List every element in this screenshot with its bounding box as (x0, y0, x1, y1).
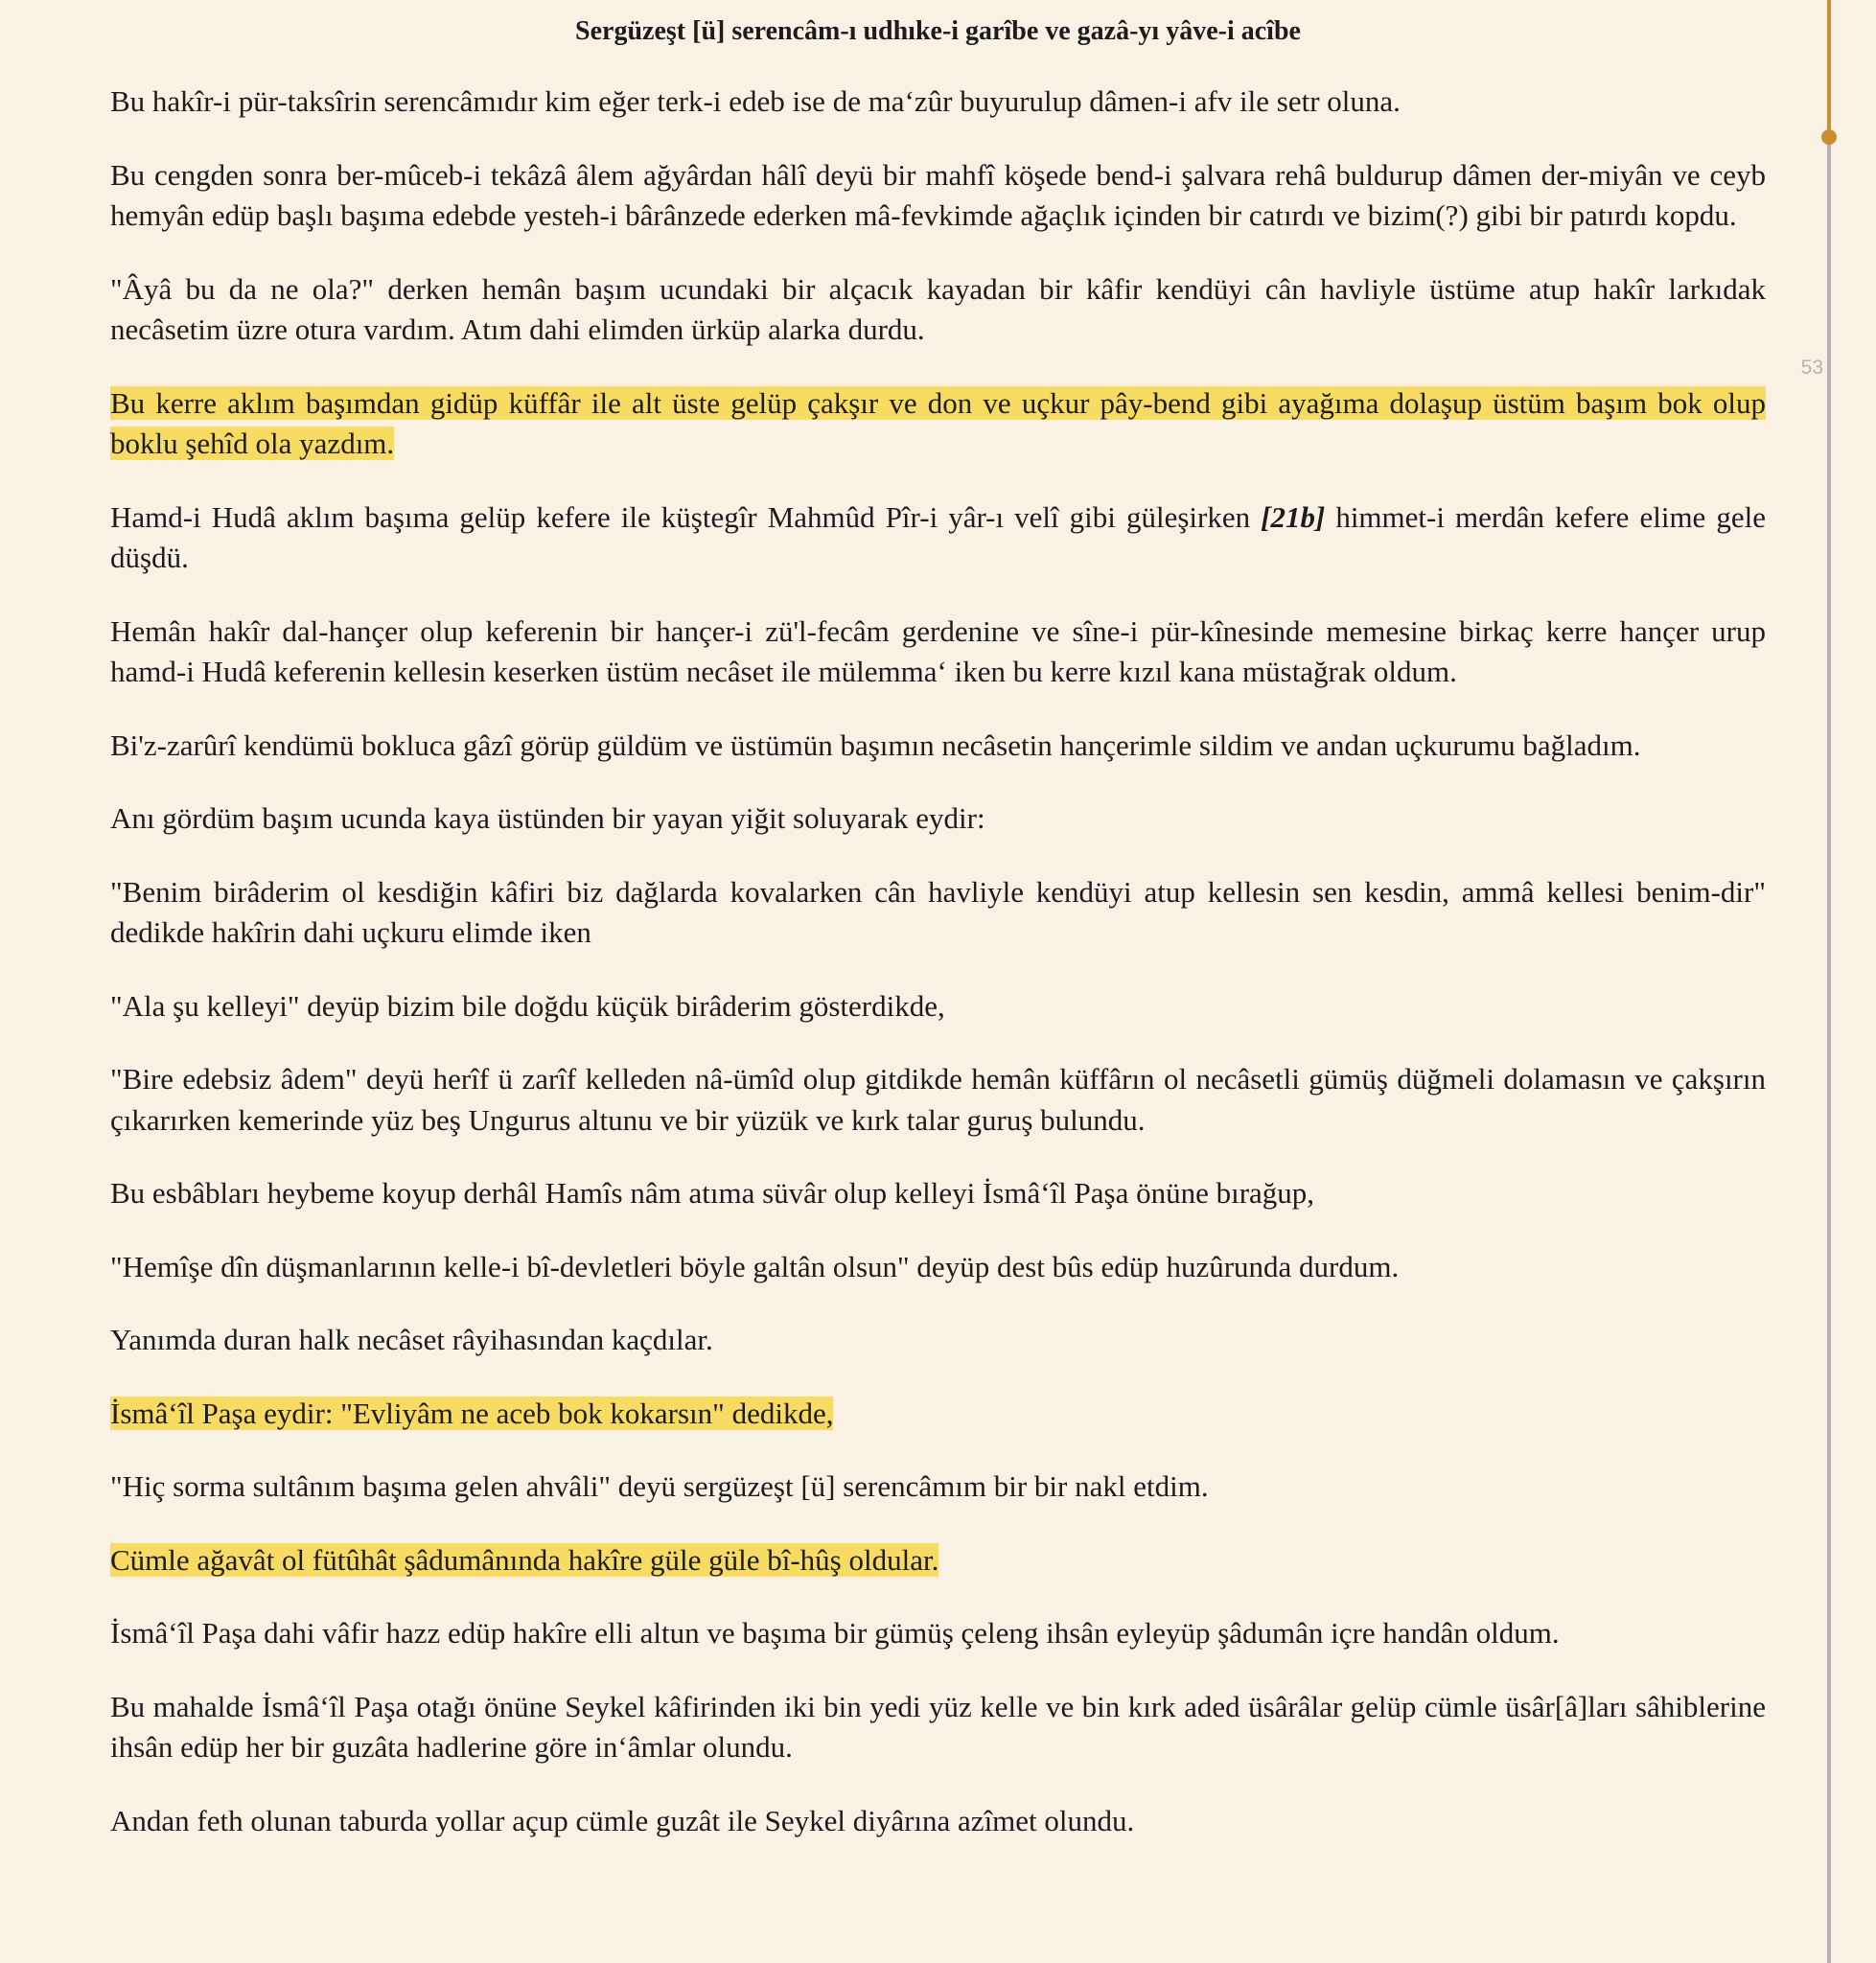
paragraph[interactable]: Bu esbâbları heybeme koyup derhâl Hamîs nâm atıma süvâr olup kelleyi İsmâ‘îl Paşa önüne bırağup, (110, 1176, 1315, 1210)
paragraph[interactable]: İsmâ‘îl Paşa dahi vâfir hazz edüp hakîre elli altun ve başıma bir gümüş çeleng ihsân eyleyüp şâdumân içre handân oldum. (110, 1616, 1560, 1650)
paragraph[interactable] (110, 497, 1766, 579)
paragraph[interactable]: "Hemîşe dîn düşmanlarının kelle-i bî-devletleri böyle galtân olsun" deyüp dest bûs edüp huzûrunda durdum. (110, 1249, 1400, 1283)
highlighted-passage[interactable]: Cümle ağavât ol fütûhât şâdumânında hakîre güle güle bî-hûş oldular. (110, 1542, 939, 1577)
paragraph[interactable]: Bi'z-zarûrî kendümü bokluca gâzî görüp güldüm ve üstümün başımın necâsetin hançerimle sildim ve andan uçkurumu bağladım. (110, 727, 1641, 762)
page-number: 53 (1800, 357, 1823, 379)
paragraph[interactable]: Hemân hakîr dal-hançer olup keferenin bir hançer-i zü'l-fecâm gerdenine ve sîne-i pür-kînesinde memesine birkaç kerre hançer urup hamd-i Hudâ keferenin kellesin keserken üstüm necâset ile mülemma‘ iken bu kerre kızıl kana müstağrak oldum. (110, 613, 1766, 688)
paragraph[interactable]: "Benim birâderim ol kesdiğin kâfiri biz dağlarda kovalarken cân havliyle kendüyi atup kellesin sen kesdin, ammâ kellesi benim-dir" dedikde hakîrin dahi uçkuru elimde iken (110, 874, 1766, 949)
chapter-title: Sergüzeşt [ü] serencâm-ı udhıke-i garîbe ve gazâ-yı yâve-i acîbe (575, 16, 1301, 46)
highlighted-passage[interactable]: Bu kerre aklım başımdan gidüp küffâr ile alt üste gelüp çakşır ve don ve uçkur pây-bend gibi ayağıma dolaşup üstüm başım bok olup boklu şehîd ola yazdım. (110, 385, 1766, 460)
paragraph[interactable]: "Hiç sorma sultânım başıma gelen ahvâli" deyü sergüzeşt [ü] serencâmım bir bir nakl etdim. (110, 1469, 1209, 1503)
paragraph[interactable]: "Ala şu kelleyi" deyüp bizim bile doğdu küçük birâderim gösterdikde, (110, 988, 945, 1023)
paragraph[interactable]: Anı gördüm başım ucunda kaya üstünden bir yayan yiğit soluyarak eydir: (110, 801, 985, 835)
paragraph[interactable]: Andan feth olunan taburda yollar açup cümle guzât ile Seykel diyârına azîmet olundu. (110, 1803, 1135, 1837)
folio-marker: [21b] (1261, 499, 1326, 534)
progress-track[interactable] (1827, 0, 1831, 1963)
paragraph[interactable]: Bu cengden sonra ber-mûceb-i tekâzâ âlem ağyârdan hâlî deyü bir mahfî köşede bend-i şalvara rehâ buldurup dâmen der-miyân ve ceyb hemyân edüp başlı başıma edebde yesteh-i bârânzede ederken mâ-fevkimde ağaçlık içinden bir catırdı ve bizim(?) gibi bir patırdı kopdu. (110, 157, 1766, 232)
highlighted-passage[interactable]: İsmâ‘îl Paşa eydir: "Evliyâm ne aceb bok kokarsın" dedikde, (110, 1396, 834, 1430)
paragraph[interactable] (110, 383, 1766, 465)
progress-handle[interactable] (1821, 129, 1837, 145)
paragraph[interactable]: Bu hakîr-i pür-taksîrin serencâmıdır kim eğer terk-i edeb ise de ma‘zûr buyurulup dâmen-i afv ile setr oluna. (110, 84, 1401, 118)
paragraph[interactable]: Yanımda duran halk necâset râyihasından kaçdılar. (110, 1323, 713, 1356)
progress-fill (1827, 0, 1831, 137)
paragraph-text: Hamd-i Hudâ aklım başıma gelüp kefere ile küştegîr Mahmûd Pîr-i yâr-ı velî gibi güleşirken (110, 499, 1262, 534)
paragraph[interactable] (110, 1394, 1766, 1435)
paragraph[interactable]: "Âyâ bu da ne ola?" derken hemân başım ucundaki bir alçacık kayadan bir kâfir kendüyi cân havliyle üstüme atup hakîr larkıdak necâsetim üzre otura vardım. Atım dahi elimden ürküp alarka durdu. (110, 271, 1766, 346)
text-column (110, 81, 1766, 1874)
paragraph-text: himmet-i merdân kefere elime gele düşdü. (110, 499, 1766, 574)
paragraph[interactable] (110, 1540, 1766, 1582)
paragraph[interactable]: "Bire edebsiz âdem" deyü herîf ü zarîf kelleden nâ-ümîd olup gitdikde hemân küffârın ol necâsetli gümüş düğmeli dolamasın ve çakşırın çıkarırken kemerinde yüz beş Ungurus altunu ve bir yüzük ve kırk talar guruş bulundu. (110, 1062, 1766, 1137)
paragraph[interactable]: Bu mahalde İsmâ‘îl Paşa otağı önüne Seykel kâfirinden iki bin yedi yüz kelle ve bin kırk aded üsârâlar gelüp cümle üsâr[â]ları sâhiblerine ihsân edüp her bir guzâta hadlerine göre in‘âmlar olundu. (110, 1689, 1766, 1764)
